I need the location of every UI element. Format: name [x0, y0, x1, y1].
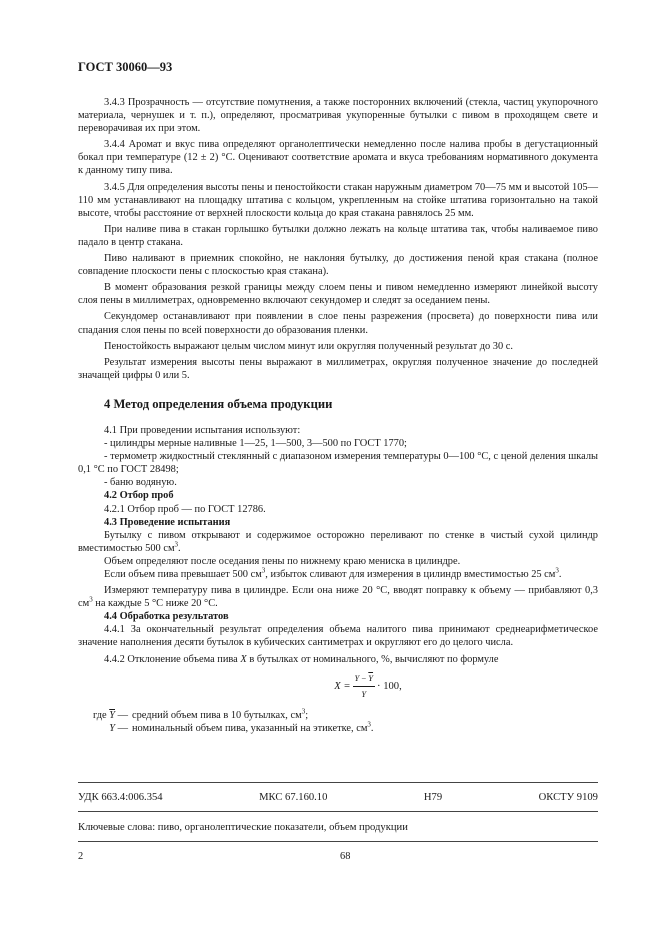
document-header: ГОСТ 30060—93 [78, 60, 173, 74]
para-boundary: В момент образования резкой границы между слоем пены и пивом немедленно измеряют линейкой высоту слоя пены в миллиметрах, одновременно включают секундомер и следят за оседанием пены. [78, 282, 598, 307]
heading-4-4: 4.4 Обработка результатов [104, 611, 229, 623]
list-item: - термометр жидкостный стеклянный с диапазоном измерения температуры 0—100 °С, с ценой деления шкалы 0,1 °С по ГОСТ 28498; [78, 451, 598, 476]
para-4-4-2: 4.4.2 Отклонение объема пива X в бутылках от номинального, %, вычисляют по формуле [104, 653, 499, 665]
okstu-code: ОКСТУ 9109 [538, 792, 598, 803]
formula-lhs: X = [334, 680, 351, 692]
heading-4-2: 4.2 Отбор проб [104, 490, 174, 502]
group-code: Н79 [423, 792, 443, 803]
definition-nominal-volume: Y — номинальный объем пива, указанный на этикетке, $см^3$. [109, 720, 374, 734]
para-foam-height: Результат измерения высоты пены выражают в миллиметрах, округляя полученное значение до последней значащей цифры 0 или 5. [78, 356, 598, 381]
formula-numerator: $Y - \overline{Y}$ [353, 672, 376, 687]
para-pouring: При наливе пива в стакан горлышко бутылки должно лежать на кольце штатива так, чтобы наливаемое пиво падало в центр стакана. [78, 223, 598, 248]
para-4-4-1: 4.4.1 За окончательный результат определения объема налитого пива принимают среднеарифметическое значение наполнения десяти бутылок в кубических сантиметрах и округляют его до целого числа. [78, 624, 598, 649]
para-3-4-3: 3.4.3 Прозрачность — отсутствие помутнения, а также посторонних включений (стекла, частиц укупорочного материала, чернушек и т. п.), определяют, просматривая укупоренные бутылки с пивом в проходящем свете и переворачивая их при этом. [78, 97, 598, 135]
formula-fraction [353, 672, 376, 701]
page-number-center: 68 [340, 851, 351, 862]
udk-code: УДК 663.4:006.354 [78, 792, 163, 803]
keywords: Ключевые слова: пиво, органолептические показатели, объем продукции [78, 822, 408, 833]
para-receiver: Пиво наливают в приемник спокойно, не наклоняя бутылку, до достижения пеной края стакана (полное совпадение плоскости пены с плоскостью края стакана). [78, 253, 598, 278]
list-item: - баню водяную. [104, 477, 177, 489]
footer-mid-rule [78, 811, 598, 812]
para-4-3-excess: Если объем пива превышает 500 $см^3$, избыток сливают для измерения в цилиндр вместимостью 25 $см^3$. [104, 566, 562, 580]
document-body [78, 96, 598, 735]
para-stopwatch: Секундомер останавливают при появлении в слое пены разрежения (просвета) до поверхности пива или спадания слоя пены по всей поверхности до образования пленки. [78, 311, 598, 336]
footer-top-rule [78, 782, 598, 783]
para-4-2-1: 4.2.1 Отбор проб — по ГОСТ 12786. [104, 503, 266, 515]
list-item: - цилиндры мерные наливные 1—25, 1—500, 3—500 по ГОСТ 1770; [104, 438, 407, 450]
formula-rhs: · 100, [377, 680, 402, 692]
deviation-formula [138, 672, 598, 701]
heading-4-3: 4.3 Проведение испытания [104, 516, 231, 528]
footer-bottom-rule [78, 841, 598, 842]
para-3-4-4: 3.4.4 Аромат и вкус пива определяют органолептически немедленно после налива пробы в дегустационный бокал при температуре (12 ± 2) °С. Оценивают соответствие аромата и вкуса требованиям нормативного документа к данному типу пива. [78, 139, 598, 177]
definition-mean-volume: где $\overline{Y}$ — средний объем пива в 10 бутылках, $см^3$; [92, 707, 309, 721]
formula-denominator: Y [361, 688, 367, 699]
para-4-3-meniscus: Объем определяют после оседания пены по нижнему краю мениска в цилиндре. [104, 555, 461, 567]
para-foam-stability: Пеностойкость выражают целым числом минут или округляя полученный результат до 30 с. [104, 340, 513, 352]
section-4-title: 4 Метод определения объема продукции [104, 396, 333, 411]
para-4-3-open: Бутылку с пивом открывают и содержимое осторожно переливают по стенке в чистый сухой цилиндр вместимостью 500 $см^3$. [78, 529, 598, 554]
classification-line [78, 792, 598, 803]
para-4-3-temperature: Измеряют температуру пива в цилиндре. Если она ниже 20 °С, вводят поправку к объему — прибавляют 0,3 $см^3$ на каждые 5 °С ниже 20 °С. [78, 585, 598, 610]
para-3-4-5: 3.4.5 Для определения высоты пены и пеностойкости стакан наружным диаметром 70—75 мм и высотой 105—110 мм устанавливают на площадку штатива с кольцом, укрепленным на стойке штатива горизонтально на такой высоте, чтобы расстояние от верхней плоскости кольца до края стакана равнялось 25 мм. [78, 181, 598, 219]
mks-code: МКС 67.160.10 [259, 792, 328, 803]
page-number-left: 2 [78, 851, 84, 862]
para-4-1: 4.1 При проведении испытания используют: [104, 424, 301, 436]
